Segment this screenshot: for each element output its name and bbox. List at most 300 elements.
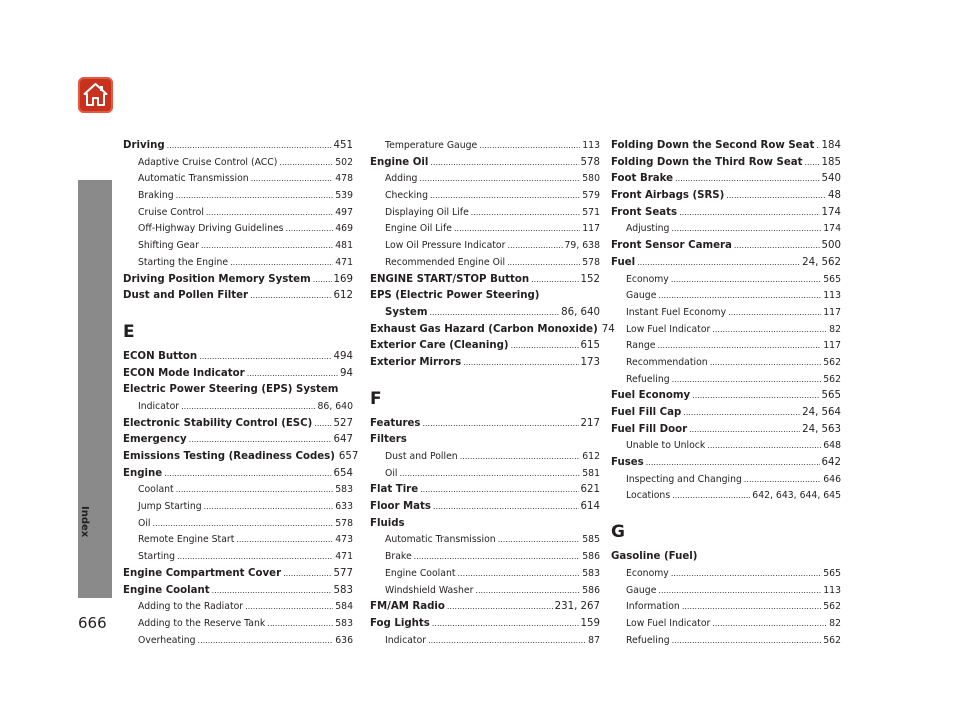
page-reference[interactable]: 185 — [821, 156, 841, 168]
page-number: 666 — [78, 614, 107, 632]
entry-label: Engine Oil — [370, 156, 429, 168]
page-reference[interactable]: 152 — [580, 273, 600, 285]
leader-dots — [683, 405, 800, 422]
index-subentry[interactable] — [370, 221, 600, 238]
page-reference[interactable]: 578 — [335, 517, 353, 529]
index-entry[interactable] — [123, 449, 359, 466]
page-reference[interactable]: 642 — [821, 457, 841, 469]
leader-dots — [458, 566, 581, 583]
leader-dots — [313, 272, 332, 289]
index-subentry[interactable] — [123, 482, 353, 499]
page-reference[interactable]: 578 — [582, 256, 600, 268]
entry-label: Checking — [385, 190, 428, 202]
index-subentry[interactable] — [123, 238, 353, 255]
page-reference[interactable]: 94 — [340, 367, 353, 379]
page-reference[interactable]: 82 — [829, 617, 841, 629]
leader-dots — [201, 238, 333, 255]
index-heading: Gasoline (Fuel) — [611, 551, 698, 563]
index-subentry[interactable] — [611, 472, 841, 489]
page-reference[interactable]: 471 — [335, 256, 353, 268]
entry-label: Fuel Fill Cap — [611, 407, 682, 418]
entry-label: Oil — [385, 467, 398, 479]
entry-label: Fuel — [611, 256, 636, 268]
index-subentry[interactable] — [123, 255, 353, 272]
page-reference[interactable]: 113 — [582, 140, 600, 151]
entry-label: Braking — [138, 190, 174, 202]
index-entry[interactable] — [370, 338, 600, 355]
index-entry[interactable] — [123, 349, 353, 366]
index-subentry[interactable] — [370, 583, 600, 600]
index-subentry[interactable] — [611, 599, 841, 616]
page-reference[interactable]: 24, 564 — [802, 407, 841, 418]
page-reference[interactable]: 174 — [823, 223, 841, 235]
leader-dots — [692, 388, 819, 405]
index-entry[interactable] — [123, 583, 353, 600]
page-reference[interactable]: 571 — [582, 206, 600, 218]
entry-label: Emissions Testing (Readiness Codes) — [123, 451, 335, 463]
page-reference[interactable]: 497 — [335, 206, 353, 218]
entry-label: Indicator — [138, 400, 180, 412]
page-reference[interactable]: 527 — [333, 417, 353, 429]
index-subentry[interactable] — [123, 499, 353, 516]
index-entry[interactable] — [370, 322, 615, 339]
leader-dots — [176, 188, 334, 205]
page-reference[interactable]: 48 — [828, 190, 841, 202]
page-reference[interactable]: 500 — [821, 240, 841, 252]
entry-label: Shifting Gear — [138, 240, 199, 252]
entry-label: Inspecting and Changing — [626, 473, 742, 485]
entry-label: Windshield Washer — [385, 584, 474, 596]
index-entry[interactable] — [611, 422, 841, 439]
entry-label: Fuel Fill Door — [611, 423, 688, 435]
index-subentry[interactable] — [370, 466, 600, 483]
index-subentry[interactable] — [611, 633, 841, 650]
leader-dots — [531, 272, 578, 289]
entry-label: Adaptive Cruise Control (ACC) — [138, 156, 278, 168]
leader-dots — [507, 255, 580, 272]
index-subentry[interactable] — [370, 255, 600, 272]
leader-dots — [283, 566, 331, 583]
page-reference[interactable]: 231, 267 — [554, 601, 600, 613]
page-reference[interactable]: 621 — [580, 484, 600, 496]
entry-label: ECON Button — [123, 350, 198, 362]
index-subentry[interactable] — [123, 188, 353, 205]
section-letter: F — [370, 388, 382, 409]
page-reference[interactable]: 577 — [333, 567, 353, 579]
entry-label: Engine — [123, 467, 163, 479]
index-entry[interactable] — [123, 272, 353, 289]
entry-label: Recommended Engine Oil — [385, 256, 506, 268]
leader-dots — [206, 205, 333, 222]
entry-label: Low Fuel Indicator — [626, 323, 711, 335]
entry-label: Electronic Stability Control (ESC) — [123, 417, 313, 429]
entry-label: Emergency — [123, 434, 187, 446]
page-reference[interactable]: 79, 638 — [564, 240, 600, 252]
index-column-2 — [370, 138, 615, 649]
page-reference[interactable]: 654 — [333, 467, 353, 479]
index-entry[interactable] — [611, 388, 841, 405]
index-entry[interactable] — [123, 566, 353, 583]
leader-dots — [152, 516, 333, 533]
page-reference[interactable]: 117 — [823, 340, 841, 352]
entry-label: Flat Tire — [370, 484, 419, 496]
leader-dots — [805, 155, 820, 172]
leader-dots — [176, 482, 334, 499]
index-subentry[interactable] — [123, 633, 353, 650]
index-subentry[interactable] — [370, 188, 600, 205]
leader-dots — [433, 499, 579, 516]
page-reference[interactable]: 565 — [821, 390, 841, 402]
entry-label: ECON Mode Indicator — [123, 367, 245, 379]
entry-label: Front Seats — [611, 206, 678, 218]
leader-dots — [475, 583, 580, 600]
entry-label: Gauge — [626, 290, 657, 302]
leader-dots — [419, 171, 580, 188]
page-reference[interactable]: 82 — [829, 323, 841, 335]
index-subentry[interactable] — [611, 438, 841, 455]
page-reference[interactable]: 494 — [333, 350, 353, 362]
index-subentry[interactable] — [611, 272, 841, 289]
page-reference[interactable]: 636 — [335, 634, 353, 646]
page-reference[interactable]: 117 — [582, 223, 600, 235]
entry-label: Exhaust Gas Hazard (Carbon Monoxide) — [370, 323, 598, 335]
page-reference[interactable]: 633 — [335, 501, 353, 513]
leader-dots — [689, 422, 800, 439]
index-column-3 — [611, 138, 841, 649]
page-reference[interactable]: 502 — [335, 156, 353, 168]
leader-dots — [422, 416, 578, 433]
index-entry[interactable] — [123, 416, 353, 433]
entry-label: Starting the Engine — [138, 256, 229, 268]
leader-dots — [430, 155, 578, 172]
leader-dots — [682, 599, 821, 616]
page-reference[interactable]: 481 — [335, 240, 353, 252]
page-reference[interactable]: 451 — [333, 140, 353, 151]
index-entry[interactable] — [370, 416, 600, 433]
page-reference[interactable]: 586 — [582, 551, 600, 563]
entry-label: Low Oil Pressure Indicator — [385, 240, 506, 252]
index-entry[interactable] — [611, 205, 841, 222]
section-letter: E — [123, 321, 135, 342]
entry-label: Adjusting — [626, 223, 670, 235]
entry-label: Economy — [626, 273, 669, 285]
page-reference[interactable]: 469 — [335, 223, 353, 235]
leader-dots — [428, 633, 586, 650]
index-subentry[interactable] — [611, 288, 841, 305]
index-entry[interactable] — [611, 405, 841, 422]
index-entry[interactable] — [611, 155, 841, 172]
entry-label: Starting — [138, 551, 176, 563]
entry-label: Folding Down the Second Row Seat — [611, 140, 815, 151]
page-reference[interactable]: 580 — [582, 173, 600, 185]
page-reference[interactable]: 585 — [582, 534, 600, 546]
entry-label: Low Fuel Indicator — [626, 617, 711, 629]
page-reference[interactable]: 74 — [601, 323, 615, 335]
entry-label: Indicator — [385, 634, 427, 646]
leader-dots — [671, 566, 821, 583]
entry-label: Engine Compartment Cover — [123, 567, 282, 579]
index-subentry[interactable] — [611, 221, 841, 238]
index-entry[interactable] — [370, 155, 600, 172]
index-subentry[interactable] — [370, 138, 600, 155]
index-subentry[interactable] — [123, 399, 353, 416]
page-reference[interactable]: 583 — [582, 567, 600, 579]
index-subentry[interactable] — [123, 516, 353, 533]
entry-label: Front Airbags (SRS) — [611, 190, 725, 202]
index-subentry[interactable] — [123, 155, 353, 172]
leader-dots — [712, 616, 827, 633]
leader-dots — [212, 583, 332, 600]
entry-label: Displaying Oil Life — [385, 206, 469, 218]
leader-dots — [672, 372, 822, 389]
index-entry[interactable] — [123, 138, 353, 155]
leader-dots — [399, 466, 580, 483]
page-reference[interactable]: 86, 640 — [317, 400, 353, 412]
page-reference[interactable]: 657 — [338, 451, 359, 463]
index-subentry[interactable] — [611, 488, 841, 505]
leader-dots — [189, 432, 332, 449]
entry-label: Refueling — [626, 634, 670, 646]
index-subentry[interactable] — [370, 566, 600, 583]
index-entry[interactable] — [123, 432, 353, 449]
entry-label: Exterior Mirrors — [370, 356, 462, 368]
index-subentry[interactable] — [370, 171, 600, 188]
entry-label: Driving — [123, 140, 165, 151]
index-subentry[interactable] — [370, 238, 600, 255]
page-reference[interactable]: 478 — [335, 173, 353, 185]
index-entry[interactable] — [611, 455, 841, 472]
page-reference[interactable]: 584 — [335, 601, 353, 613]
page-reference[interactable]: 615 — [580, 340, 600, 352]
page-reference[interactable]: 86, 640 — [561, 306, 600, 318]
page-reference[interactable]: 473 — [335, 534, 353, 546]
index-subentry[interactable] — [611, 355, 841, 372]
page-reference[interactable]: 540 — [821, 173, 841, 185]
entry-label: Adding — [385, 173, 418, 185]
page-reference[interactable]: 159 — [580, 617, 600, 629]
index-subentry[interactable] — [611, 372, 841, 389]
entry-label: Temperature Gauge — [385, 140, 478, 151]
leader-dots — [460, 449, 581, 466]
index-subentry[interactable] — [611, 338, 841, 355]
page-reference[interactable]: 583 — [335, 484, 353, 496]
entry-label: Oil — [138, 517, 151, 529]
entry-label: Engine Oil Life — [385, 223, 453, 235]
page-reference[interactable]: 565 — [823, 273, 841, 285]
index-subentry[interactable] — [370, 532, 600, 549]
leader-dots — [637, 255, 800, 272]
leader-dots — [199, 349, 331, 366]
page-reference[interactable]: 562 — [823, 601, 841, 613]
leader-dots — [511, 338, 579, 355]
index-entry[interactable] — [370, 599, 600, 616]
leader-dots — [429, 305, 559, 322]
index-entry[interactable] — [370, 272, 600, 289]
page-reference[interactable]: 647 — [333, 434, 353, 446]
index-subentry[interactable] — [123, 549, 353, 566]
index-subentry[interactable] — [123, 221, 353, 238]
leader-dots — [728, 305, 821, 322]
page-reference[interactable]: 565 — [823, 567, 841, 579]
side-tab-label: Index — [79, 506, 90, 538]
entry-label: Dust and Pollen Filter — [123, 290, 249, 302]
leader-dots — [744, 472, 821, 489]
index-entry[interactable] — [611, 138, 841, 155]
leader-dots — [432, 616, 579, 633]
index-entry[interactable] — [611, 171, 841, 188]
index-column-1 — [123, 138, 359, 649]
leader-dots — [712, 322, 827, 339]
page-reference[interactable]: 471 — [335, 551, 353, 563]
page-reference[interactable]: 217 — [580, 417, 600, 429]
leader-dots — [657, 338, 821, 355]
leader-dots — [286, 221, 334, 238]
page-reference[interactable]: 586 — [582, 584, 600, 596]
entry-label: Fog Lights — [370, 617, 430, 629]
page-reference[interactable]: 24, 562 — [802, 256, 841, 268]
entry-label: Economy — [626, 567, 669, 579]
entry-label: Floor Mats — [370, 501, 431, 513]
index-subentry[interactable] — [611, 322, 841, 339]
leader-dots — [279, 155, 333, 172]
leader-dots — [251, 171, 334, 188]
index-heading: Fluids — [370, 517, 405, 529]
index-entry[interactable] — [123, 288, 353, 305]
leader-dots — [479, 138, 580, 155]
entry-label: Remote Engine Start — [138, 534, 235, 546]
page-reference[interactable]: 113 — [823, 584, 841, 596]
page-reference[interactable]: 113 — [823, 290, 841, 302]
index-subentry[interactable] — [123, 616, 353, 633]
page-reference[interactable]: 612 — [582, 451, 600, 463]
page-reference[interactable]: 562 — [823, 356, 841, 368]
page-reference[interactable]: 578 — [580, 156, 600, 168]
page-reference[interactable]: 24, 563 — [802, 423, 841, 435]
page-reference[interactable]: 642, 643, 644, 645 — [752, 490, 841, 502]
entry-label: FM/AM Radio — [370, 601, 445, 613]
entry-label: Range — [626, 340, 656, 352]
page-reference[interactable]: 583 — [335, 617, 353, 629]
leader-dots — [247, 366, 338, 383]
index-entry[interactable] — [123, 366, 353, 383]
entry-label: Engine Coolant — [123, 584, 210, 596]
page-reference[interactable]: 539 — [335, 190, 353, 202]
leader-dots — [245, 599, 333, 616]
entry-label: Off-Highway Driving Guidelines — [138, 223, 284, 235]
leader-dots — [420, 482, 578, 499]
index-subentry[interactable] — [611, 566, 841, 583]
page-reference[interactable]: 648 — [823, 440, 841, 452]
index-entry[interactable] — [611, 238, 841, 255]
leader-dots — [454, 221, 580, 238]
entry-label: Folding Down the Third Row Seat — [611, 156, 803, 168]
leader-dots — [672, 633, 822, 650]
index-heading: Electric Power Steering (EPS) System — [123, 384, 339, 396]
leader-dots — [671, 221, 821, 238]
page-reference[interactable]: 581 — [582, 467, 600, 479]
entry-label: Refueling — [626, 373, 670, 385]
leader-dots — [167, 138, 332, 155]
page-reference[interactable]: 562 — [823, 634, 841, 646]
leader-dots — [430, 188, 580, 205]
leader-dots — [314, 416, 331, 433]
home-icon — [83, 82, 108, 108]
leader-dots — [672, 488, 750, 505]
index-entry[interactable] — [370, 499, 600, 516]
page-reference[interactable]: 87 — [588, 634, 600, 646]
leader-dots — [675, 171, 820, 188]
leader-dots — [250, 288, 331, 305]
entry-label: Coolant — [138, 484, 174, 496]
page-reference[interactable]: 579 — [582, 190, 600, 202]
entry-label: Exterior Care (Cleaning) — [370, 340, 509, 352]
entry-label: Front Sensor Camera — [611, 240, 732, 252]
index-subentry[interactable] — [611, 583, 841, 600]
page-reference[interactable]: 583 — [333, 584, 353, 596]
page-reference[interactable]: 612 — [333, 290, 353, 302]
page-reference[interactable]: 174 — [821, 206, 841, 218]
index-entry[interactable] — [611, 188, 841, 205]
index-entry[interactable] — [123, 466, 353, 483]
entry-label: System — [385, 306, 428, 318]
entry-label: Dust and Pollen — [385, 451, 458, 463]
page-reference[interactable]: 646 — [823, 473, 841, 485]
index-subentry[interactable] — [123, 205, 353, 222]
leader-dots — [463, 355, 578, 372]
index-subentry[interactable] — [123, 171, 353, 188]
entry-label: Instant Fuel Economy — [626, 306, 727, 318]
leader-dots — [658, 288, 821, 305]
section-letter: G — [611, 522, 625, 543]
index-heading: EPS (Electric Power Steering) — [370, 290, 540, 302]
page-reference[interactable]: 169 — [333, 273, 353, 285]
page-reference[interactable]: 117 — [823, 306, 841, 318]
index-entry[interactable] — [370, 482, 600, 499]
entry-label: Overheating — [138, 634, 196, 646]
index-subentry[interactable] — [370, 449, 600, 466]
leader-dots — [414, 549, 581, 566]
index-subentry[interactable] — [370, 205, 600, 222]
entry-label: Foot Brake — [611, 173, 674, 185]
leader-dots — [181, 399, 315, 416]
index-subentry[interactable] — [611, 616, 841, 633]
leader-dots — [726, 188, 826, 205]
index-entry[interactable] — [611, 255, 841, 272]
entry-label: Gauge — [626, 584, 657, 596]
leader-dots — [230, 255, 333, 272]
index-subentry[interactable] — [370, 633, 600, 650]
page-reference[interactable]: 184 — [821, 140, 841, 151]
index-subentry[interactable] — [611, 305, 841, 322]
leader-dots — [164, 466, 331, 483]
index-entry[interactable] — [370, 305, 600, 322]
page-reference[interactable]: 614 — [580, 501, 600, 513]
entry-label: Adding to the Radiator — [138, 601, 244, 613]
index-entry[interactable] — [370, 616, 600, 633]
entry-label: Fuel Economy — [611, 390, 691, 402]
index-entry[interactable] — [370, 355, 600, 372]
page-reference[interactable]: 562 — [823, 373, 841, 385]
leader-dots — [471, 205, 580, 222]
home-button[interactable] — [78, 77, 113, 113]
entry-label: Unable to Unlock — [626, 440, 706, 452]
index-subentry[interactable] — [123, 599, 353, 616]
entry-label: Engine Coolant — [385, 567, 456, 579]
index-subentry[interactable] — [123, 532, 353, 549]
entry-label: Automatic Transmission — [385, 534, 496, 546]
index-subentry[interactable] — [370, 549, 600, 566]
page-reference[interactable]: 173 — [580, 356, 600, 368]
